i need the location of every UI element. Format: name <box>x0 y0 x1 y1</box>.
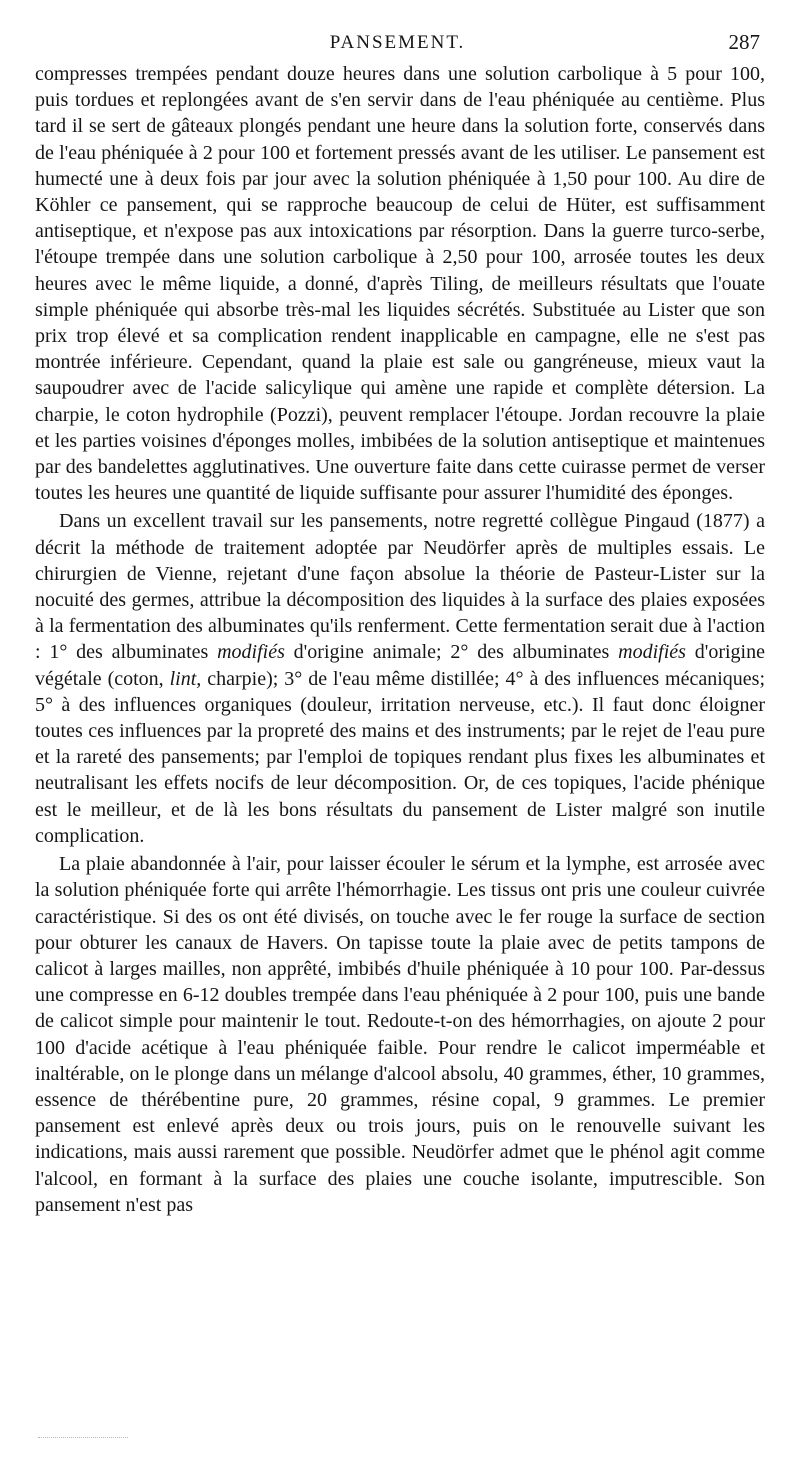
page-header <box>35 28 760 58</box>
paragraph-text: La plaie abandonnée à l'air, pour laisser écouler le sérum et la lymphe, est arrosée avec la solution phéniquée forte qui arrête l'hémorrhagie. Les tissus ont pris une couleur cuivrée caractéristique. Si des os ont été divisés, on touche avec le fer rouge la surface de section pour obturer les canaux de Havers. On tapisse toute la plaie avec de petits tampons de calicot à larges mailles, non apprêté, imbibés d'huile phéniquée à 10 pour 100. Par-dessus une compresse en 6-12 doubles trempée dans l'eau phéniquée à 2 pour 100, puis une bande de calicot simple pour maintenir le tout. Redoute-t-on des hémorrhagies, on ajoute 2 pour 100 d'acide acétique à l'eau phéniquée faible. Pour rendre le calicot imperméable et inaltérable, on le plonge dans un mélange d'alcool absolu, 40 grammes, éther, 10 grammes, essence de thérébentine pure, 20 grammes, résine copal, 9 grammes. Le premier pansement est enlevé après deux ou trois jours, puis on le renouvelle suivant les indications, mais aussi rarement que possible. Neudörfer admet que le phénol agit comme l'alcool, en formant à la surface des plaies une couche isolante, imputrescible. Son pansement n'est pas <box>35 853 765 1216</box>
footer-rule <box>38 1437 128 1440</box>
page-number: 287 <box>728 30 760 54</box>
body-text <box>35 61 765 1218</box>
italic-term: modifiés <box>618 641 686 664</box>
italic-term: lint, <box>169 667 202 690</box>
paragraph-text: charpie); 3° de l'eau même distillée; 4° à des influences mécaniques; 5° à des influences organiques (douleur, irritation nerveuse, etc.). Il faut donc éloigner toutes ces influences par la propreté des mains et des instruments; par le rejet de l'eau pure et la rareté des pansements; par l'emploi de topiques rendant plus fixes les albuminates et neutralisant les effets nocifs de leur décomposition. Or, de ces topiques, l'acide phénique est le meilleur, et de là les bons résultats du pansement de Lister malgré son inutile complication. <box>35 667 766 847</box>
paragraph-text: compresses trempées pendant douze heures dans une solution carbolique à 5 pour 100, puis tordues et replongées avant de s'en servir dans de l'eau phéniquée au centième. Plus tard il se sert de gâteaux plongés pendant une heure dans la solution forte, conservés dans de l'eau phéniquée à 2 pour 100 et fortement pressés avant de les utiliser. Le pansement est humecté une à deux fois par jour avec la solution phéniquée à 1,50 pour 100. Au dire de Köhler ce pansement, qui se rapproche beaucoup de celui de Hüter, est suffisamment antiseptique, et n'expose pas aux intoxications par résorption. Dans la guerre turco-serbe, l'étoupe trempée dans une solution carbolique à 2,50 pour 100, arrosée toutes les deux heures avec le même liquide, a donné, d'après Tiling, de meilleurs résultats que l'ouate simple phéniquée qui absorbe très-mal les liquides sécrétés. Substituée au Lister que son prix trop élevé et sa complication rendent inapplicable en campagne, elle ne s'est pas montrée inférieure. Cependant, quand la plaie est sale ou gangréneuse, mieux vaut la saupoudrer avec de l'acide salicylique qui amène une rapide et complète détersion. La charpie, le coton hydrophile (Pozzi), peuvent remplacer l'étoupe. Jordan recouvre la plaie et les parties voisines d'éponges molles, imbibées de la solution antiseptique et maintenues par des bandelettes agglutinatives. Une ouverture faite dans cette cuirasse permet de verser toutes les heures une quantité de liquide suffisante pour assurer l'humidité des éponges. <box>35 63 765 505</box>
paragraph-text: Dans un excellent travail sur les pansements, notre regretté collègue Pingaud (1877) a décrit la méthode de traitement adoptée par Neudörfer après de multiples essais. Le chirurgien de Vienne, rejetant d'une façon absolue la théorie de Pasteur-Lister sur la nocuité des germes, attribue la décomposition des liquides à la surface des plaies exposées à la fermentation des albuminates qu'ils renferment. Cette fermentation serait due à l'action : 1° des albuminates <box>35 510 765 664</box>
paragraph-1 <box>35 61 765 506</box>
paragraph-2 <box>35 508 765 849</box>
italic-term: modifiés <box>217 641 285 664</box>
running-title: PANSEMENT. <box>329 32 466 53</box>
paragraph-text: d'origine végétale (coton, <box>35 641 765 690</box>
paragraph-text: d'origine animale; 2° des albuminates <box>284 641 619 664</box>
paragraph-3 <box>35 851 765 1218</box>
